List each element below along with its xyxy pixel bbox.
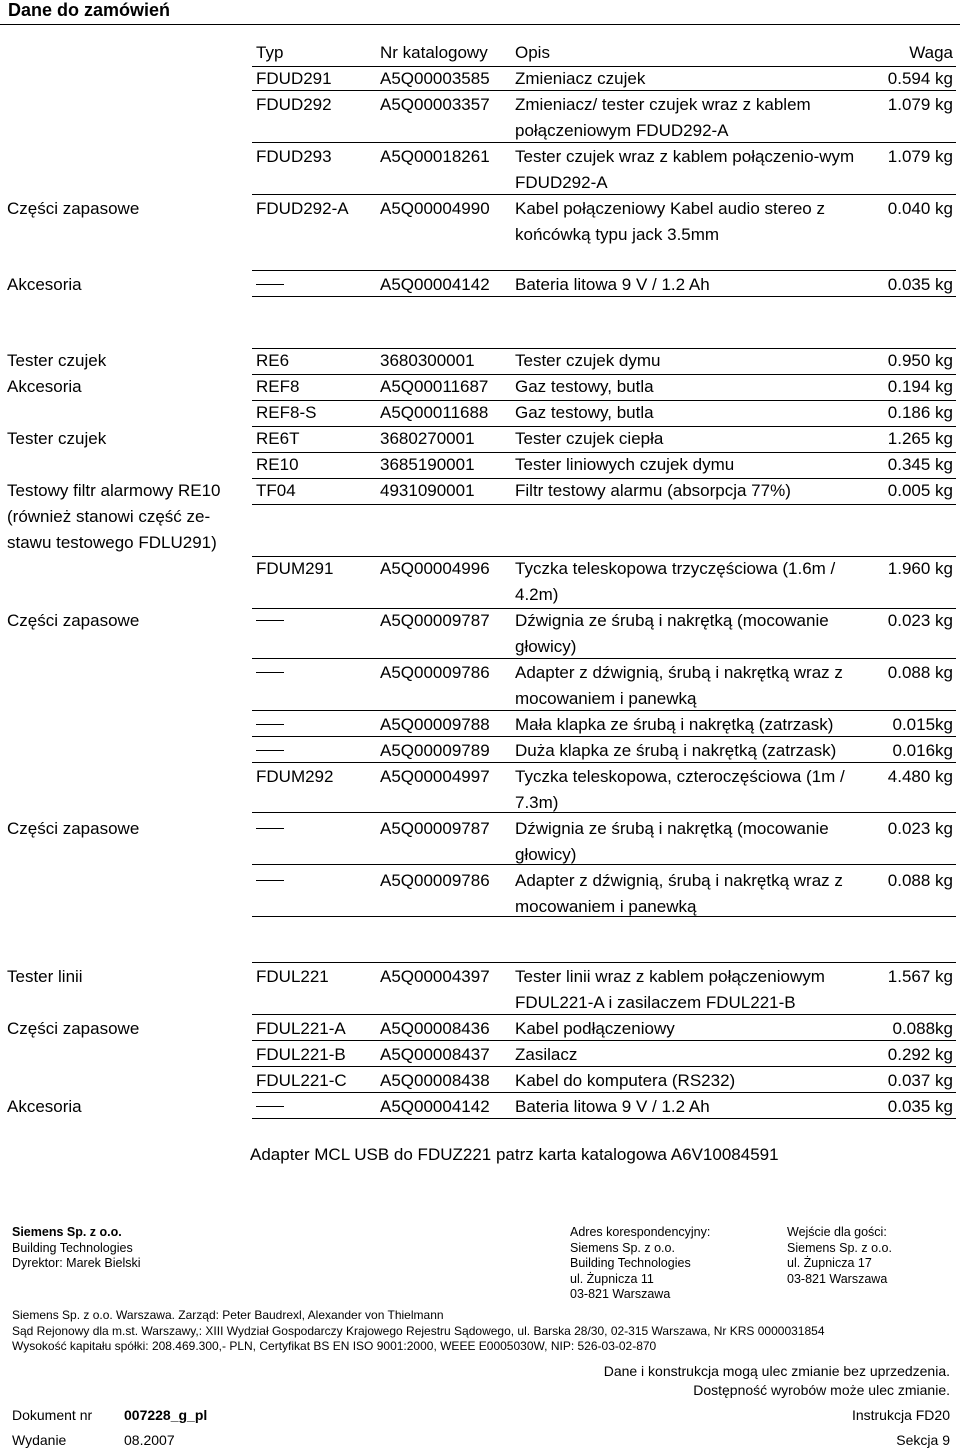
table-row [0, 348, 960, 374]
description-cell: Tyczka teleskopowa trzyczęściowa (1.6m / 4.2m) [515, 559, 836, 604]
rule [252, 90, 956, 91]
table-row [0, 660, 960, 712]
footer-correspondence-block [570, 1225, 710, 1303]
footer-corr-division: Building Technologies [570, 1256, 691, 1270]
footer-board: Siemens Sp. z o.o. Warszawa. Zarząd: Peter Baudrexl, Alexander von Thielmann [12, 1308, 444, 1322]
catalog-number-cell: A5Q00009787 [380, 611, 490, 630]
rule [252, 348, 956, 349]
type-cell: FDUM291 [256, 559, 334, 578]
type-cell: RE6 [256, 351, 290, 370]
description-cell: Dźwignia ze śrubą i nakrętką (mocowanie głowicy) [515, 819, 829, 864]
category-cell: Części zapasowe [7, 199, 140, 218]
header-waga: Waga [909, 43, 953, 62]
type-cell: RE6T [256, 429, 300, 448]
table-row [0, 92, 960, 144]
catalog-number-cell: A5Q00009787 [380, 819, 490, 838]
rule [252, 658, 956, 659]
category-cell: Tester czujek [7, 429, 107, 448]
catalog-number-cell: 3680270001 [380, 429, 475, 448]
table-row [0, 144, 960, 196]
description-cell: Tester czujek ciepła [515, 429, 664, 448]
rule [252, 142, 956, 143]
rule [252, 504, 956, 505]
dash-mark [256, 1106, 284, 1107]
table-row [0, 1016, 960, 1042]
table-row [0, 816, 960, 868]
catalog-number-cell: A5Q00003357 [380, 95, 490, 114]
dash-mark [256, 284, 284, 285]
table-body [0, 964, 960, 1120]
rule [252, 762, 956, 763]
type-cell: FDUD292-A [256, 199, 349, 218]
type-cell: FDUL221 [256, 967, 329, 986]
table-row [0, 1094, 960, 1120]
catalog-number-cell: A5Q00004997 [380, 767, 490, 786]
type-cell: REF8 [256, 377, 300, 396]
catalog-number-cell: A5Q00008438 [380, 1071, 490, 1090]
category-cell: Akcesoria [7, 377, 82, 396]
description-cell: Tester liniowych czujek dymu [515, 455, 735, 474]
description-cell: Zmieniacz czujek [515, 69, 646, 88]
table-3 [0, 964, 960, 1120]
description-cell: Kabel podłączeniowy [515, 1019, 675, 1038]
footer-disclaimer [604, 1362, 950, 1400]
footer-corr-city: 03-821 Warszawa [570, 1287, 671, 1301]
catalog-number-cell: A5Q00003585 [380, 69, 490, 88]
table-row [0, 426, 960, 452]
footer-court: Sąd Rejonowy dla m.st. Warszawy,: XIII Wydział Gospodarczy Krajowego Rejestru Sądowego, ul. Barska 28/30, 02-315 Warszawa, Nr KRS 0000031854 [12, 1323, 825, 1338]
table-2 [0, 348, 960, 920]
weight-cell: 1.079 kg [887, 147, 953, 166]
title-rule [0, 24, 960, 25]
footer-director: Dyrektor: Marek Bielski [12, 1256, 141, 1270]
dash-mark [256, 724, 284, 725]
table-header [0, 40, 960, 66]
weight-cell: 0.005 kg [887, 481, 953, 500]
catalog-number-cell: A5Q00009786 [380, 663, 490, 682]
weight-cell: 1.265 kg [887, 429, 953, 448]
rule [252, 1040, 956, 1041]
category-cell: Testowy filtr alarmowy RE10 (również stanowi część ze-stawu testowego FDLU291) [7, 481, 221, 552]
disclaimer-line-1: Dane i konstrukcja mogą ulec zmianie bez uprzedzenia. [603, 1363, 950, 1379]
weight-cell: 0.194 kg [887, 377, 953, 396]
rule [252, 478, 956, 479]
table-row [0, 556, 960, 608]
type-cell: FDUL221-A [256, 1019, 346, 1038]
catalog-number-cell: A5Q00004397 [380, 967, 490, 986]
description-cell: Filtr testowy alarmu (absorpcja 77%) [515, 481, 791, 500]
weight-cell: 1.960 kg [887, 559, 953, 578]
dash-mark [256, 620, 284, 621]
dash-mark [256, 750, 284, 751]
table-row [0, 374, 960, 400]
weight-cell: 0.023 kg [887, 611, 953, 630]
table-body [0, 66, 960, 298]
adapter-note: Adapter MCL USB do FDUZ221 patrz karta katalogowa A6V10084591 [250, 1145, 779, 1164]
rule [252, 608, 956, 609]
weight-cell: 0.037 kg [887, 1071, 953, 1090]
weight-cell: 0.186 kg [887, 403, 953, 422]
type-cell: FDUD292 [256, 95, 332, 114]
header-typ: Typ [256, 43, 284, 62]
table-row [0, 764, 960, 816]
rule [252, 452, 956, 453]
weight-cell: 0.292 kg [887, 1045, 953, 1064]
table-row [0, 400, 960, 426]
edition-date: 08.2007 [124, 1432, 175, 1448]
catalog-number-cell: A5Q00004142 [380, 275, 490, 294]
footer-corr-company: Siemens Sp. z o.o. [570, 1240, 675, 1255]
category-cell: Akcesoria [7, 275, 82, 294]
rule [252, 374, 956, 375]
catalog-number-cell: A5Q00008437 [380, 1045, 490, 1064]
type-cell: FDUD293 [256, 147, 332, 166]
weight-cell: 0.016kg [892, 741, 953, 760]
description-cell: Gaz testowy, butla [515, 403, 654, 422]
dash-mark [256, 880, 284, 881]
table-row [0, 608, 960, 660]
weight-cell: 0.015kg [892, 715, 953, 734]
weight-cell: 0.035 kg [887, 275, 953, 294]
description-cell: Tester czujek wraz z kablem połączenio-wym FDUD292-A [515, 147, 855, 192]
weight-cell: 4.480 kg [887, 767, 953, 786]
weight-cell: 0.594 kg [887, 69, 953, 88]
rule [252, 864, 956, 865]
type-cell: FDUL221-B [256, 1045, 346, 1064]
rule [252, 556, 956, 557]
catalog-number-cell: A5Q00004142 [380, 1097, 490, 1116]
table-row [0, 196, 960, 272]
dash-mark [256, 672, 284, 673]
section-number: Sekcja 9 [896, 1432, 950, 1448]
weight-cell: 1.079 kg [887, 95, 953, 114]
rule [252, 1014, 956, 1015]
footer-corr-title: Adres korespondencyjny: [570, 1225, 711, 1239]
catalog-number-cell: A5Q00011687 [380, 377, 489, 396]
type-cell: REF8-S [256, 403, 317, 422]
type-cell: TF04 [256, 481, 296, 500]
catalog-number-cell: 4931090001 [380, 481, 475, 500]
rule [252, 194, 956, 195]
category-cell: Części zapasowe [7, 819, 140, 838]
catalog-number-cell: A5Q00018261 [380, 147, 490, 166]
table-row [0, 964, 960, 1016]
rule [252, 426, 956, 427]
description-cell: Adapter z dźwignią, śrubą i nakrętką wraz z mocowaniem i panewką [515, 663, 843, 708]
footer-corr-street: ul. Żupnicza 11 [570, 1271, 654, 1286]
page-title: Dane do zamówień [8, 0, 171, 20]
catalog-number-cell: 3685190001 [380, 455, 475, 474]
weight-cell: 0.950 kg [887, 351, 953, 370]
catalog-number-cell: A5Q00009789 [380, 741, 490, 760]
footer-division: Building Technologies [12, 1240, 133, 1255]
type-cell [256, 272, 376, 298]
rule [252, 812, 956, 813]
description-cell: Zmieniacz/ tester czujek wraz z kablem połączeniowym FDUD292-A [515, 95, 811, 140]
category-cell: Tester czujek [7, 351, 107, 370]
rule [252, 66, 956, 67]
table-row [0, 738, 960, 764]
weight-cell: 0.040 kg [887, 199, 953, 218]
catalog-number-cell: A5Q00009788 [380, 715, 490, 734]
table-row [0, 712, 960, 738]
type-cell [256, 738, 376, 764]
rule [252, 1092, 956, 1093]
rule [252, 962, 956, 963]
rule [252, 1066, 956, 1067]
rule [252, 400, 956, 401]
description-cell: Kabel do komputera (RS232) [515, 1071, 736, 1090]
catalog-number-cell: A5Q00004996 [380, 559, 490, 578]
table-1 [0, 40, 960, 298]
rule [252, 916, 956, 917]
doc-label: Dokument nr [12, 1407, 93, 1423]
description-cell: Mała klapka ze śrubą i nakrętką (zatrzask) [515, 715, 834, 734]
weight-cell: 0.088 kg [887, 663, 953, 682]
type-cell [256, 712, 376, 738]
type-cell: FDUD291 [256, 69, 332, 88]
description-cell: Gaz testowy, butla [515, 377, 654, 396]
footer-guest-block [787, 1225, 892, 1287]
footer-guest-company: Siemens Sp. z o.o. [787, 1240, 892, 1255]
catalog-number-cell: A5Q00004990 [380, 199, 490, 218]
description-cell: Adapter z dźwignią, śrubą i nakrętką wraz z mocowaniem i panewką [515, 871, 843, 916]
catalog-number-cell: A5Q00011688 [380, 403, 489, 422]
category-cell: Części zapasowe [7, 611, 140, 630]
footer-guest-title: Wejście dla gości: [787, 1225, 887, 1239]
table-row [0, 66, 960, 92]
manual-name: Instrukcja FD20 [851, 1407, 950, 1423]
type-cell: RE10 [256, 455, 299, 474]
catalog-number-cell: 3680300001 [380, 351, 475, 370]
footer-company: Siemens Sp. z o.o. [12, 1225, 122, 1239]
weight-cell: 0.345 kg [887, 455, 953, 474]
description-cell: Tester czujek dymu [515, 351, 661, 370]
table-row [0, 478, 960, 556]
description-cell: Tyczka teleskopowa, czteroczęściowa (1m / 7.3m) [515, 767, 845, 812]
weight-cell: 0.035 kg [887, 1097, 953, 1116]
type-cell: FDUL221-C [256, 1071, 347, 1090]
description-cell: Tester linii wraz z kablem połączeniowym FDUL221-A i zasilaczem FDUL221-B [515, 967, 825, 1012]
description-cell: Duża klapka ze śrubą i nakrętką (zatrzask) [515, 741, 837, 760]
rule [252, 736, 956, 737]
table-row [0, 1068, 960, 1094]
footer-company-block [12, 1225, 141, 1272]
type-cell [256, 660, 376, 686]
header-nr: Nr katalogowy [380, 43, 488, 62]
catalog-number-cell: A5Q00008436 [380, 1019, 490, 1038]
header-opis: Opis [515, 43, 550, 62]
type-cell [256, 868, 376, 894]
type-cell [256, 1094, 376, 1120]
edition-label: Wydanie [12, 1432, 67, 1448]
disclaimer-line-2: Dostępność wyrobów może ulec zmianie. [693, 1382, 950, 1398]
type-cell [256, 816, 376, 842]
description-cell: Dźwignia ze śrubą i nakrętką (mocowanie głowicy) [515, 611, 829, 656]
description-cell: Zasilacz [515, 1045, 578, 1064]
footer-capital: Wysokość kapitału spółki: 208.469.300,- PLN, Certyfikat BS EN ISO 9001:2000, WEEE E0005030W, NIP: 526-03-02-870 [12, 1339, 657, 1353]
rule [252, 1118, 956, 1119]
description-cell: Bateria litowa 9 V / 1.2 Ah [515, 1097, 710, 1116]
catalog-number-cell: A5Q00009786 [380, 871, 490, 890]
footer-guest-street: ul. Żupnicza 17 [787, 1256, 872, 1270]
table-row [0, 272, 960, 298]
dash-mark [256, 828, 284, 829]
weight-cell: 1.567 kg [887, 967, 953, 986]
category-cell: Akcesoria [7, 1097, 82, 1116]
table-body [0, 348, 960, 920]
table-row [0, 452, 960, 478]
weight-cell: 0.088kg [892, 1019, 953, 1038]
description-cell: Kabel połączeniowy Kabel audio stereo z końcówką typu jack 3.5mm [515, 199, 825, 244]
type-cell: FDUM292 [256, 767, 334, 786]
table-row [0, 1042, 960, 1068]
weight-cell: 0.023 kg [887, 819, 953, 838]
rule [252, 270, 956, 271]
footer-guest-city: 03-821 Warszawa [787, 1271, 888, 1286]
description-cell: Bateria litowa 9 V / 1.2 Ah [515, 275, 710, 294]
category-cell: Tester linii [7, 967, 83, 986]
table-row [0, 868, 960, 920]
footer-legal [12, 1308, 825, 1355]
doc-number: 007228_g_pl [124, 1407, 208, 1423]
rule [252, 710, 956, 711]
type-cell [256, 608, 376, 634]
category-cell: Części zapasowe [7, 1019, 140, 1038]
weight-cell: 0.088 kg [887, 871, 953, 890]
rule [252, 296, 956, 297]
